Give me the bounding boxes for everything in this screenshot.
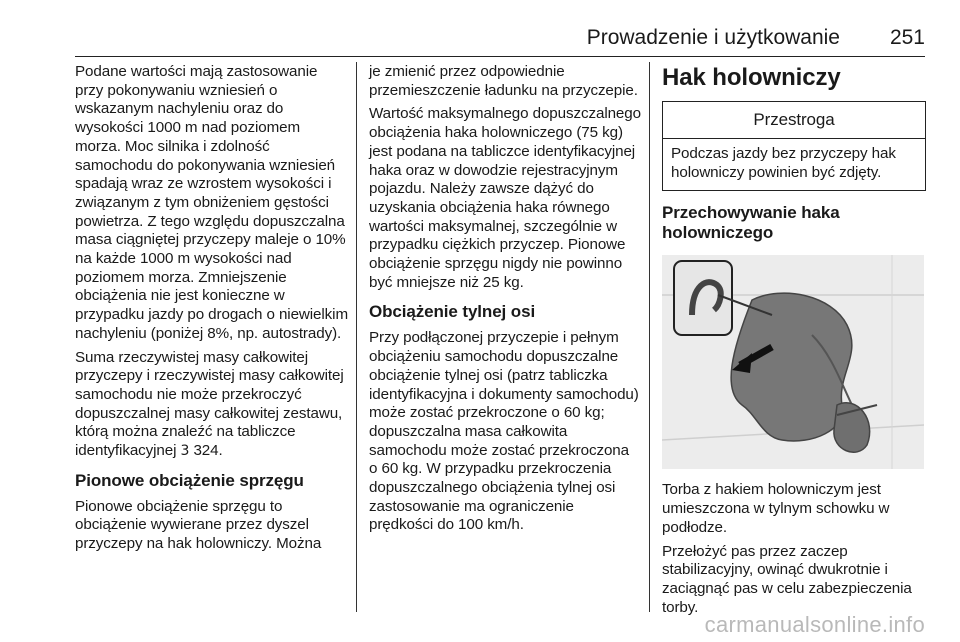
paragraph-strap-instructions: Przełożyć pas przez zaczep stabilizacyjny, owinąć dwukrotnie i zaciągnąć pas w celu zabezpieczenia torby. [662, 542, 912, 616]
heading-tow-hitch: Hak holowniczy [662, 64, 841, 91]
paragraph-altitude: Podane wartości mają zastosowanie przy pokonywaniu wzniesień o wskazanym nachyleniu oraz do wysokości 1000 m nad poziomem morza. Moc silnika i zdolność samochodu do pokonywania wzniesień spadają wraz ze wzrostem wysokości i związanym z tym obniżeniem gęstości powietrza. Z tego względu dopuszczalna masa ciągniętej przyczepy maleje o 10% na każde 1000 m wysokości nad poziomem morza. Zmniejszenie obciążenia nie jest konieczne w przypadku jazdy po drogach o niewielkim nachyleniu (poniżej 8%, np. autostrady). [75, 63, 348, 342]
paragraph-total-mass-text: Suma rzeczywistej masy całkowitej przyczepy i rzeczywistej masy całkowitej samochodu nie może przekroczyć dopuszczalnej masy całkowitej zestawu, którą można znaleźć na tabliczce identyfikacyjnej [75, 348, 344, 460]
paragraph-load-shift: je zmienić przez odpowiednie przemieszczenie ładunku na przyczepie. [369, 63, 638, 99]
page-number: 251 [889, 26, 925, 49]
caution-title: Przestroga [663, 102, 925, 139]
heading-storage: Przechowywanie haka holowniczego [662, 203, 840, 243]
paragraph-total-mass [75, 349, 348, 461]
column-3 [662, 63, 926, 622]
paragraph-vertical-load: Pionowe obciążenie sprzęgu to obciążenie wywierane przez dyszel przyczepy na hak holowniczy. Można [75, 497, 322, 553]
column-divider-2 [649, 62, 650, 612]
heading-rear-axle-load: Obciążenie tylnej osi [369, 302, 536, 322]
paragraph-rear-axle-load: Przy podłączonej przyczepie i pełnym obciążeniu samochodu dopuszczalne obciążenie tylnej osi (patrz tabliczka identyfikacyjna i dokumenty samochodu) może zostać przekroczone o 60 kg; dopuszczalna masa całkowita samochodu może zostać przekroczona o 60 kg. W przypadku przekroczenia dopuszczalnego obciążenia tylnej osi zastosowanie ma ograniczenie prędkości do 100 km/h. [369, 329, 639, 534]
column-divider-1 [356, 62, 357, 612]
paragraph-bag-location: Torba z hakiem holowniczym jest umieszczona w tylnym schowku w podłodze. [662, 481, 890, 536]
page-reference-link[interactable]: 324. [193, 442, 223, 460]
heading-vertical-load: Pionowe obciążenie sprzęgu [75, 470, 304, 490]
page-reference-arrow-icon: 3 [180, 443, 190, 460]
column-2 [369, 63, 641, 540]
paragraph-max-hitch-load: Wartość maksymalnego dopuszczalnego obciążenia haka holowniczego (75 kg) jest podana na tabliczce identyfikacyjnej haka oraz w dowodzie rejestracyjnym pojazdu. Należy zawsze dążyć do uzyskania obciążenia haka równego wartości maksymalnej, szczególnie w przypadku ciężkich przyczep. Pionowe obciążenie sprzęgu nigdy nie powinno być mniejsze niż 25 kg. [369, 105, 641, 291]
page-header-title: Prowadzenie i użytkowanie [586, 26, 840, 49]
header-rule [75, 56, 925, 57]
caution-text: Podczas jazdy bez przyczepy hak holowniczy powinien być zdjęty. [671, 145, 896, 181]
watermark: carmanualsonline.info [704, 612, 925, 637]
caution-box [662, 101, 926, 191]
column-1 [75, 63, 348, 559]
tow-hitch-bag-illustration [662, 255, 924, 469]
